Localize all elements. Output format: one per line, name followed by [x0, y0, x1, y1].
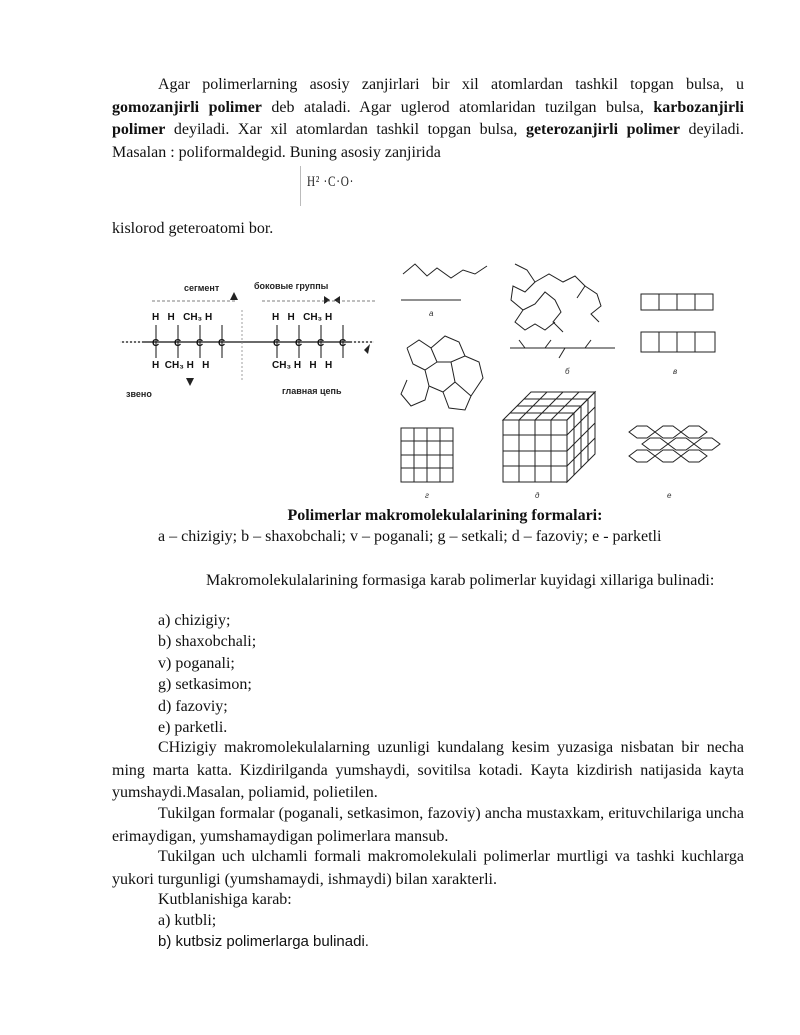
svg-text:C: C — [152, 338, 160, 349]
text-span: deb ataladi. Agar uglerod atomlaridan tuzilgan bulsa, — [261, 98, 654, 116]
list-item: a) kutbli; — [158, 912, 217, 929]
list-item: v) poganali; — [158, 655, 235, 672]
line-polarity: Kutblanishiga karab: — [158, 891, 292, 908]
shape-label-e: e — [667, 491, 672, 500]
label-side-groups: боковые группы — [254, 281, 329, 291]
paragraph-crosslinked: Tukilgan formalar (poganali, setkasimon, fazoviy) ancha mustaxkam, erituvchilariga uncha erimaydigan, yumshamaydigan polimerlara mansub. — [112, 805, 744, 845]
paragraph-linear: CHizigiy makromolekulalarning uzunligi kundalang kesim yuzasiga nisbatan bir necha ming marta katta. Kizdirilganda yumshaydi, sovitilsa kotadi. Kayta kizdirish natijasida kayta yumshaydi.Masalan, poliamid, polietilen. — [112, 739, 744, 802]
formula-text: H² ·C·O· — [307, 174, 355, 190]
shape-label-v: в — [673, 367, 678, 376]
shape-b-branched — [511, 264, 563, 332]
list-item: d) fazoviy; — [158, 698, 228, 715]
formula-image — [300, 166, 375, 206]
shape-label-a: a — [429, 309, 434, 318]
top-atoms-right: H H CH₃ H — [272, 312, 333, 323]
paragraph-chain-types — [112, 74, 744, 164]
svg-text:C: C — [317, 338, 325, 349]
top-atoms-left: H H CH₃ H — [152, 312, 213, 323]
term-geterozanjirli: geterozanjirli polimer — [525, 121, 680, 139]
bottom-atoms-right: CH₃ H H H — [272, 360, 333, 371]
svg-text:C: C — [273, 338, 281, 349]
label-link: звено — [126, 389, 152, 399]
text-span: Agar polimerlarning asosiy zanjirlari bir xil atomlardan tashkil topgan bulsa, u — [158, 76, 744, 93]
text-span: deyiladi. Masalan : poliformaldegid. Buning asosiy zanjirida — [112, 121, 744, 161]
list-item: b) kutbsiz polimerlarga bulinadi. — [158, 933, 369, 950]
figure-caption-subtitle: a – chizigiy; b – shaxobchali; v – poganali; g – setkali; d – fazoviy; e - parketli — [158, 528, 662, 545]
list-item: g) setkasimon; — [158, 676, 252, 693]
label-segment: сегмент — [184, 283, 220, 293]
shape-v-ladder — [641, 294, 659, 310]
shape-g-grid — [401, 428, 453, 482]
shape-d-cube — [503, 392, 595, 482]
shape-label-g: г — [425, 491, 429, 500]
list-item: e) parketli. — [158, 719, 228, 736]
shape-e-parquet — [629, 426, 720, 462]
figure-caption-title: Polimerlar makromolekulalarining formalari: — [287, 507, 603, 524]
macromolecule-shapes-figure — [385, 250, 745, 502]
paragraph-heteroatom: kislorod geteroatomi bor. — [112, 220, 274, 237]
term-gomozanjirli: gomozanjirli polimer — [112, 98, 262, 116]
label-main-chain: главная цепь — [282, 386, 342, 396]
polymer-chain-figure — [112, 270, 382, 405]
svg-text:C: C — [218, 338, 226, 349]
svg-text:C: C — [174, 338, 182, 349]
shape-g-network — [407, 340, 437, 370]
shape-label-b: б — [565, 367, 570, 376]
list-item: a) chizigiy; — [158, 612, 231, 629]
text-span: deyiladi. Xar xil atomlardan tashkil topgan bulsa, — [165, 121, 526, 139]
list-item: b) shaxobchali; — [158, 633, 257, 650]
bottom-atoms-left: H CH₃ H H — [152, 360, 210, 371]
svg-text:C: C — [295, 338, 303, 349]
svg-text:C: C — [339, 338, 347, 349]
paragraph-classification: Makromolekulalarining formasiga karab polimerlar kuyidagi xillariga bulinadi: — [206, 572, 715, 589]
paragraph-3d: Tukilgan uch ulchamli formali makromolekulali polimerlar murtligi va tashki kuchlarga yukori turgunligi (yumshamaydi, ishmaydi) bilan xarakterli. — [112, 848, 744, 888]
shape-label-d: д — [535, 491, 540, 500]
svg-text:C: C — [196, 338, 204, 349]
term-karbozanjirli: karbozanjirli polimer — [112, 98, 744, 139]
shape-a-chain — [403, 264, 487, 278]
